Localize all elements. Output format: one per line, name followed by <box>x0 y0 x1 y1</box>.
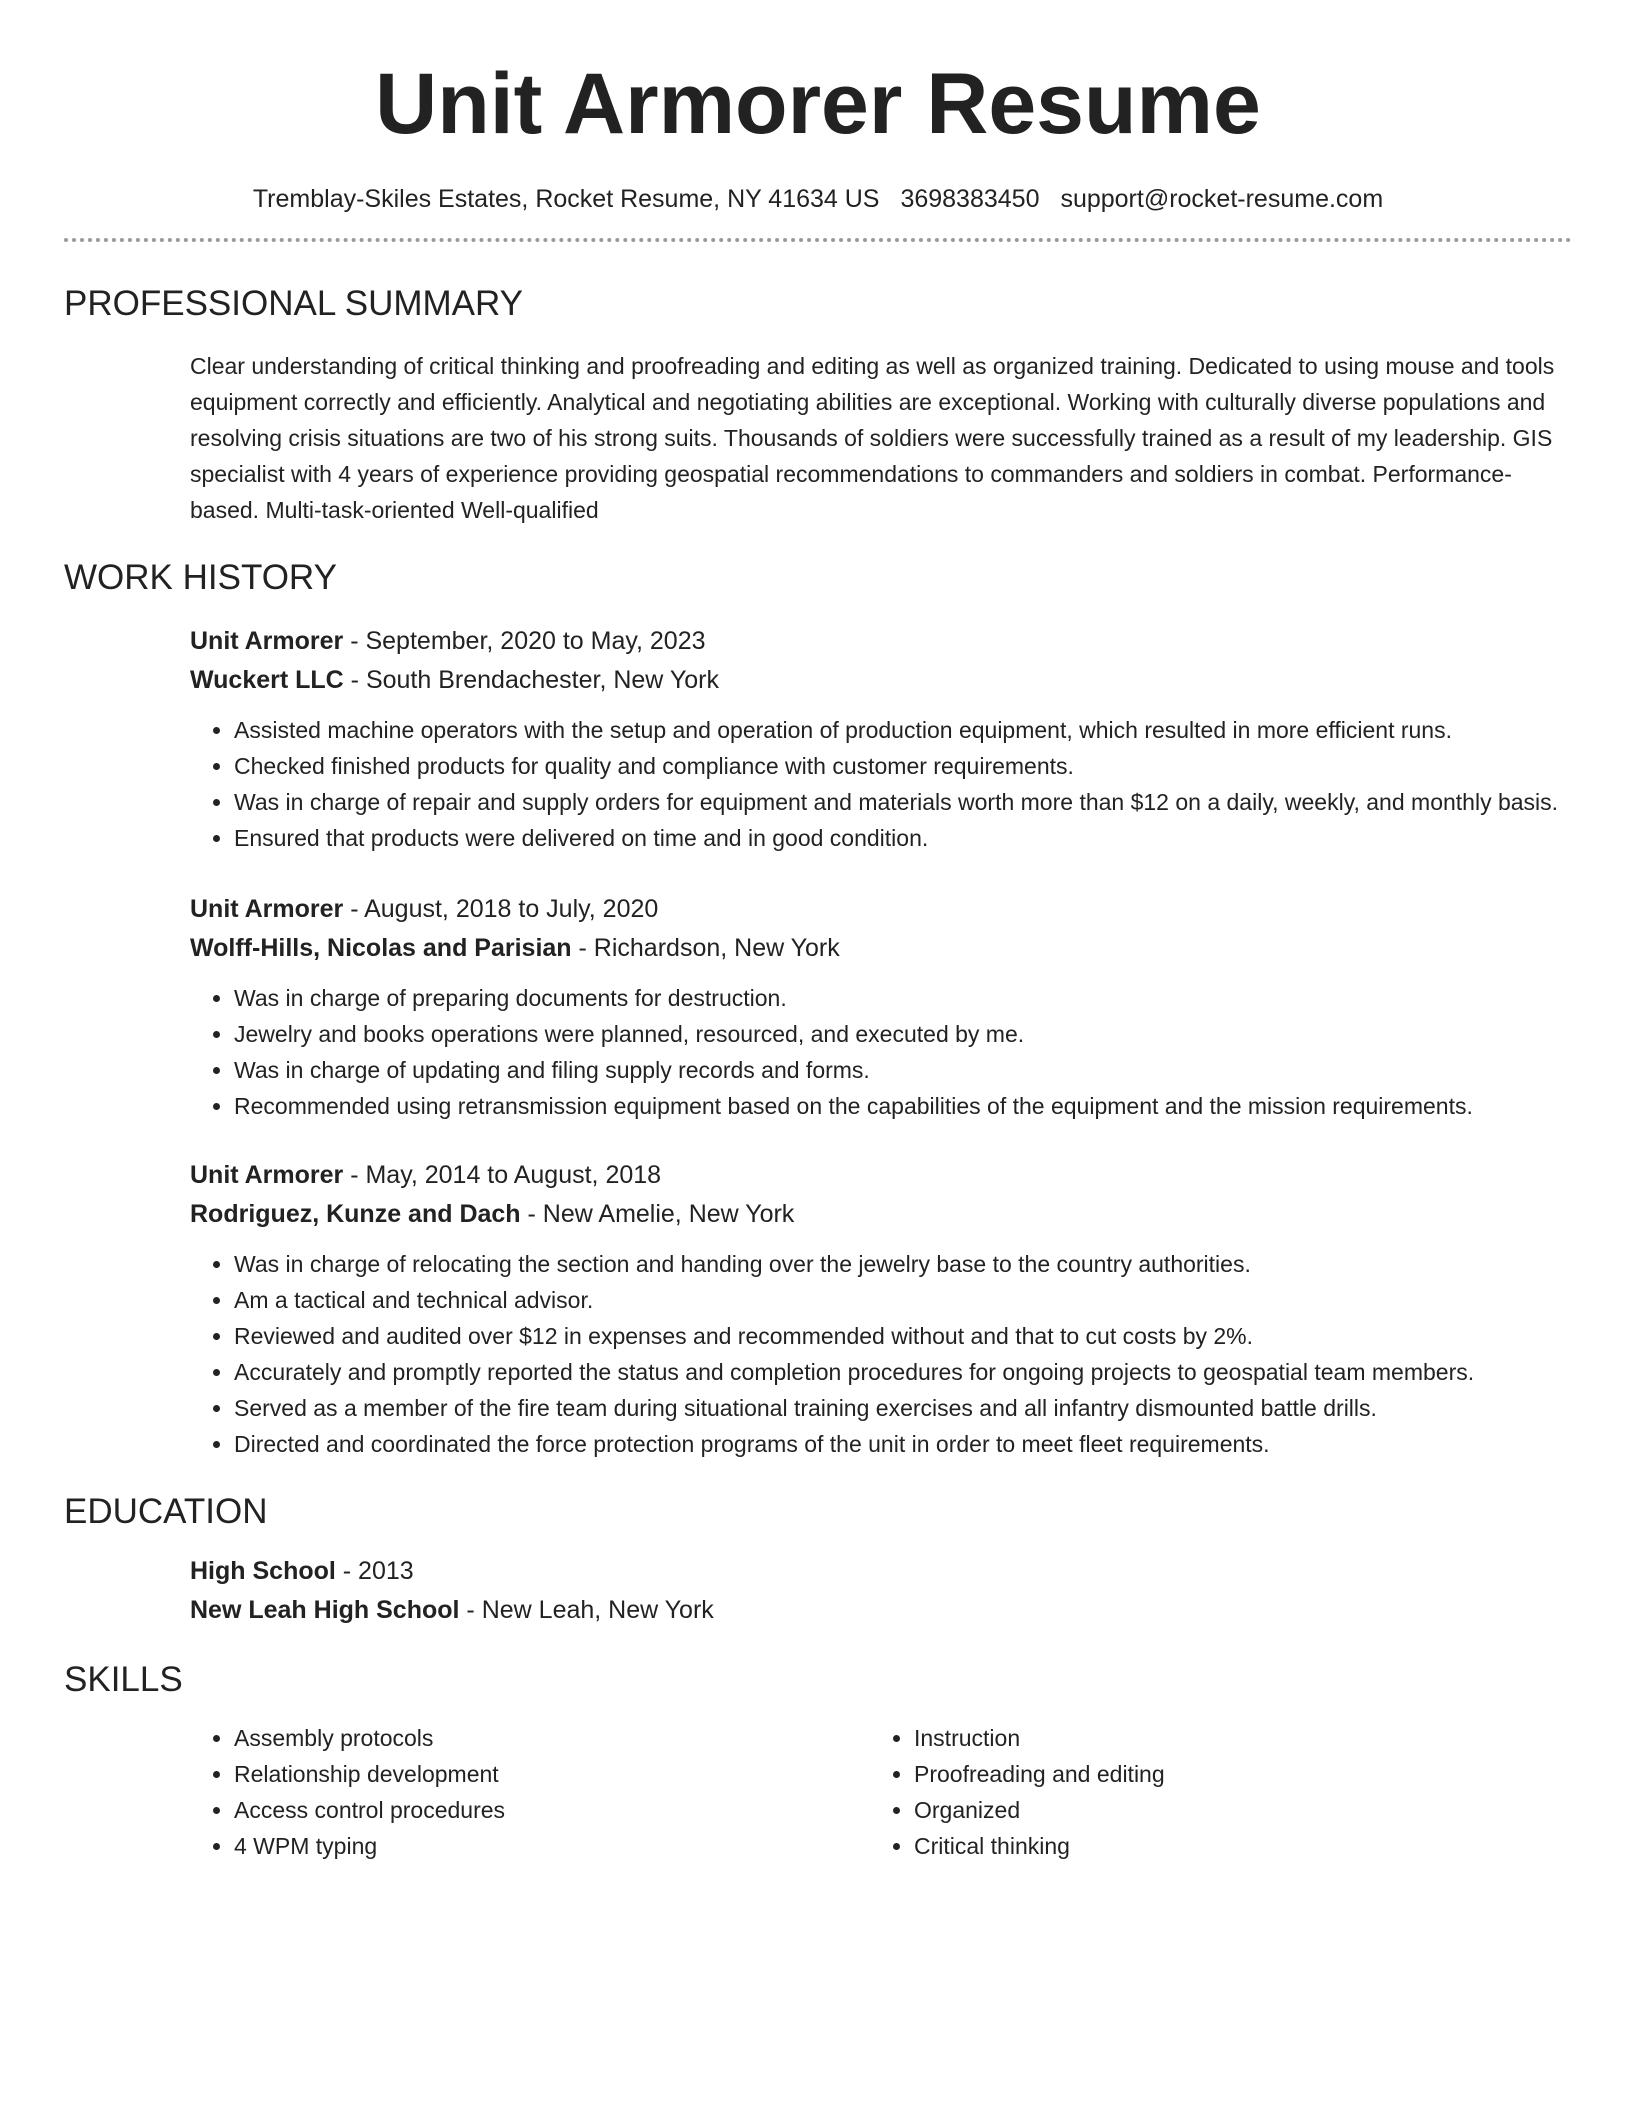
job-company-line <box>190 1195 1572 1234</box>
job-bullet: • Am a tactical and technical advisor. <box>234 1282 1572 1318</box>
skills-heading: SKILLS <box>64 1660 183 1699</box>
job-bullet: • Recommended using retransmission equipment based on the capabilities of the equipment and the mission requirements. <box>234 1088 1572 1124</box>
job-title-line <box>190 890 1572 929</box>
job-location: - South Brendachester, New York <box>343 666 719 694</box>
skill-item: • Assembly protocols <box>234 1720 870 1756</box>
job-entry <box>190 890 1572 1124</box>
skill-item: • Relationship development <box>234 1756 870 1792</box>
job-bullets <box>190 980 1572 1124</box>
skill-item: • 4 WPM typing <box>234 1828 870 1864</box>
job-company-line <box>190 661 1572 700</box>
education-section <box>64 1490 1572 1630</box>
job-title-line <box>190 1156 1572 1195</box>
job-bullet: • Accurately and promptly reported the status and completion procedures for ongoing projects to geospatial team members. <box>234 1354 1572 1390</box>
education-location: - New Leah, New York <box>459 1596 714 1624</box>
job-bullet: • Served as a member of the fire team during situational training exercises and all infantry dismounted battle drills. <box>234 1390 1572 1426</box>
skills-section <box>64 1658 1572 1864</box>
skills-list-right <box>870 1720 1550 1864</box>
header-divider <box>64 238 1572 242</box>
job-company: Wolff-Hills, Nicolas and Parisian <box>190 934 572 962</box>
summary-heading: PROFESSIONAL SUMMARY <box>64 284 523 323</box>
contact-email: support@rocket-resume.com <box>1060 185 1384 213</box>
resume-page <box>64 0 1572 1864</box>
job-bullet: • Assisted machine operators with the setup and operation of production equipment, which resulted in more efficient runs. <box>234 712 1572 748</box>
job-bullets <box>190 1246 1572 1462</box>
job-bullet: • Checked finished products for quality and compliance with customer requirements. <box>234 748 1572 784</box>
job-company-line <box>190 929 1572 968</box>
contact-phone: 3698383450 <box>900 185 1040 213</box>
job-company: Rodriguez, Kunze and Dach <box>190 1200 521 1228</box>
work-history-heading: WORK HISTORY <box>64 558 337 597</box>
job-location: - New Amelie, New York <box>520 1200 795 1228</box>
skill-item: • Critical thinking <box>914 1828 1550 1864</box>
job-bullets <box>190 712 1572 856</box>
skills-list-left <box>190 1720 870 1864</box>
skill-item: • Instruction <box>914 1720 1550 1756</box>
job-bullet: • Ensured that products were delivered on time and in good condition. <box>234 820 1572 856</box>
education-school: New Leah High School <box>190 1596 460 1624</box>
education-degree: High School <box>190 1557 336 1585</box>
job-title-line <box>190 622 1572 661</box>
skill-item: • Organized <box>914 1792 1550 1828</box>
job-bullet: • Was in charge of relocating the section and handing over the jewelry base to the country authorities. <box>234 1246 1572 1282</box>
job-bullet: • Was in charge of repair and supply orders for equipment and materials worth more than $12 on a daily, weekly, and monthly basis. <box>234 784 1572 820</box>
job-bullet: • Was in charge of updating and filing supply records and forms. <box>234 1052 1572 1088</box>
summary-text: Clear understanding of critical thinking and proofreading and editing as well as organized training. Dedicated to using mouse and tools equipment correctly and efficiently. Analytical and negotiating abilities are exceptional. Working with culturally diverse populations and resolving crisis situations are two of his strong suits. Thousands of soldiers were successfully trained as a result of my leadership. GIS specialist with 4 years of experience providing geospatial recommendations to commanders and soldiers in combat. Performance-based. Multi-task-oriented Well-qualified <box>190 353 1555 523</box>
job-bullet: • Directed and coordinated the force protection programs of the unit in order to meet fleet requirements. <box>234 1426 1572 1462</box>
job-bullet: • Reviewed and audited over $12 in expenses and recommended without and that to cut costs by 2%. <box>234 1318 1572 1354</box>
job-title: Unit Armorer <box>190 1161 344 1189</box>
summary-section <box>64 282 1572 528</box>
job-entry <box>190 622 1572 856</box>
education-entry <box>190 1552 1572 1630</box>
job-entry <box>190 1156 1572 1462</box>
work-history-section <box>64 556 1572 1462</box>
education-degree-line <box>190 1552 1572 1591</box>
job-location: - Richardson, New York <box>571 934 840 962</box>
job-bullet: • Jewelry and books operations were planned, resourced, and executed by me. <box>234 1016 1572 1052</box>
contact-line <box>64 182 1572 216</box>
job-dates: - September, 2020 to May, 2023 <box>343 627 706 655</box>
skill-item: • Proofreading and editing <box>914 1756 1550 1792</box>
resume-title: Unit Armorer Resume <box>375 56 1261 152</box>
education-school-line <box>190 1591 1572 1630</box>
job-title: Unit Armorer <box>190 627 344 655</box>
education-year: - 2013 <box>335 1557 414 1585</box>
skills-grid <box>190 1720 1572 1864</box>
skill-item: • Access control procedures <box>234 1792 870 1828</box>
job-dates: - May, 2014 to August, 2018 <box>343 1161 662 1189</box>
job-bullet: • Was in charge of preparing documents for destruction. <box>234 980 1572 1016</box>
contact-address: Tremblay-Skiles Estates, Rocket Resume, NY 41634 US <box>252 185 880 213</box>
job-title: Unit Armorer <box>190 895 344 923</box>
job-company: Wuckert LLC <box>190 666 344 694</box>
education-heading: EDUCATION <box>64 1492 268 1531</box>
job-dates: - August, 2018 to July, 2020 <box>343 895 659 923</box>
